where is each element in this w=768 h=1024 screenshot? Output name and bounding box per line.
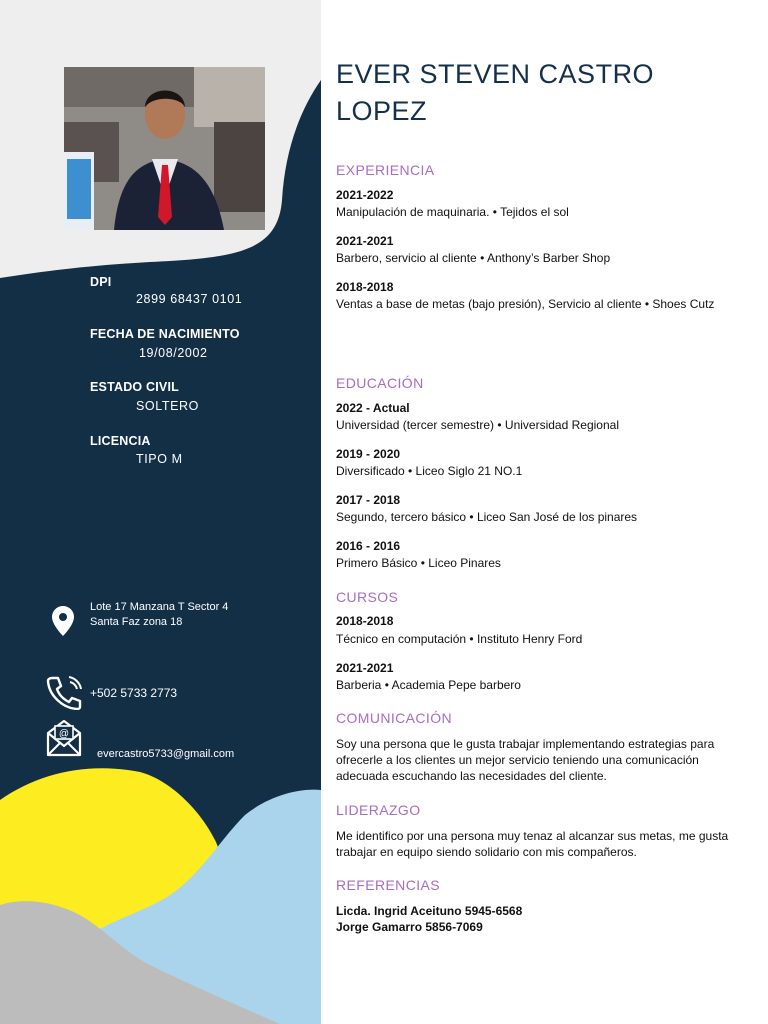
course-year-1: 2018-2018 [336,614,394,628]
reference-2: Jorge Gamarro 5856-7069 [336,920,483,934]
education-desc-3: Segundo, tercero básico • Liceo San José de los pinares [336,510,638,524]
profile-photo [64,67,265,230]
course-desc-2: Barberia • Academia Pepe barbero [336,678,521,692]
education-year-2: 2019 - 2020 [336,447,401,461]
experience-desc-3: Ventas a base de metas (bajo presión), Servicio al cliente • Shoes Cutz [336,297,715,311]
leadership-text: Me identifico por una persona muy tenaz al alcanzar sus metas, me gusta trabajar en equipo siendo solidario con mis compañeros. [336,829,729,859]
license-label: LICENCIA [90,434,151,448]
references-title: REFERENCIAS [336,877,440,893]
civil-status-value: SOLTERO [136,399,200,413]
birthdate-label: FECHA DE NACIMIENTO [90,327,240,341]
education-year-3: 2017 - 2018 [336,493,401,507]
experience-desc-2: Barbero, servicio al cliente • Anthony’s Barber Shop [336,251,611,265]
reference-1: Licda. Ingrid Aceituno 5945-6568 [336,904,523,918]
course-desc-1: Técnico en computación • Instituto Henry Ford [336,632,583,646]
education-year-4: 2016 - 2016 [336,539,401,553]
sidebar [0,0,321,1024]
address-line-1: Lote 17 Manzana T Sector 4 [90,601,229,613]
education-year-1: 2022 - Actual [336,401,410,415]
address-line-2: Santa Faz zona 18 [90,616,183,628]
phone-number[interactable]: +502 5733 2773 [90,686,178,700]
license-value: TIPO M [136,452,183,466]
communication-text: Soy una persona que le gusta trabajar implementando estrategias para ofrecerle a los clientes un mejor servicio teniendo una comunicación adecuada escuchando las necesidades del cliente. [336,737,715,783]
email-icon [46,719,82,757]
address [90,600,228,630]
education-desc-1: Universidad (tercer semestre) • Universidad Regional [336,418,619,432]
courses-title: CURSOS [336,589,399,605]
education-desc-4: Primero Básico • Liceo Pinares [336,556,501,570]
svg-text:@: @ [58,728,70,740]
phone-icon [46,676,82,710]
leadership-title: LIDERAZGO [336,802,421,818]
experience-title: EXPERIENCIA [336,162,435,178]
email-address[interactable]: evercastro5733@gmail.com [97,748,235,760]
location-pin-icon [52,606,74,636]
experience-year-2: 2021-2021 [336,234,394,248]
education-desc-2: Diversificado • Liceo Siglo 21 NO.1 [336,464,523,478]
birthdate-value: 19/08/2002 [139,346,208,360]
dpi-value: 2899 68437 0101 [136,292,243,306]
communication-title: COMUNICACIÓN [336,710,453,726]
full-name: EVER STEVEN CASTRO LOPEZ [336,59,655,126]
civil-status-label: ESTADO CIVIL [90,380,179,394]
experience-desc-1: Manipulación de maquinaria. • Tejidos el sol [336,205,569,219]
experience-year-1: 2021-2022 [336,188,394,202]
education-title: EDUCACIÓN [336,375,424,391]
experience-year-3: 2018-2018 [336,280,394,294]
dpi-label: DPI [90,275,112,289]
course-year-2: 2021-2021 [336,661,394,675]
